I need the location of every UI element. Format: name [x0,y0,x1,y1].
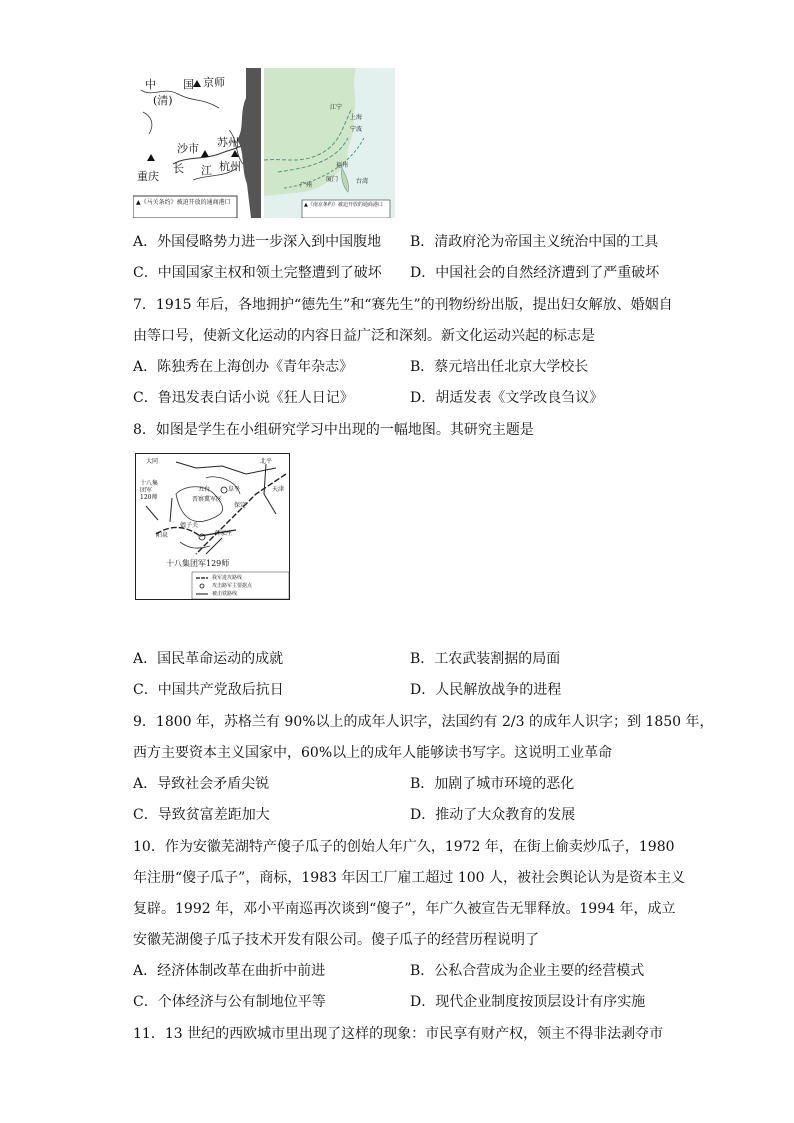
map-right-label: 宁波 [350,126,363,133]
q10-stem-line: 10．作为安徽芜湖特产傻子瓜子的创始人年广久，1972 年，在街上偷卖炒瓜子，1980 [133,839,675,855]
port-marker-icon [147,154,155,161]
q9-option-b[interactable]: B．加剧了城市环境的恶化 [410,776,575,792]
q8-option-d[interactable]: D．人民解放战争的进程 [410,682,562,698]
q8-map-label: 娘子关 [180,522,199,529]
map-left-label: 江 [201,164,212,177]
q8-map-label: 晋察冀军区 [192,496,223,503]
q8-map-label: 北平 [260,458,273,465]
map-right-label: 福州 [336,162,349,169]
q9-option-a[interactable]: A．导致社会矛盾尖锐 [133,776,270,792]
q8-legend-item: 攻击路军主要据点 [212,583,253,589]
map-right-label: 江宁 [330,104,343,111]
q11-stem-line: 11．13 世纪的西欧城市里出现了这样的现象：市民享有财产权，领主不得非法剥夺市 [133,1026,664,1042]
q7-stem-line: 7．1915 年后，各地拥护“德先生”和“赛先生”的刊物纷纷出版，提出妇女解放、婚姻自 [133,297,673,313]
map-left-label: 国 [183,78,194,91]
q8-map-label: 天津 [272,486,285,493]
q6-option-a[interactable]: A．外国侵略势力进一步深入到中国腹地 [133,234,382,250]
map-right-caption: ▲《南京条约》被迫开放的通商港口 [304,202,383,208]
q6-option-d[interactable]: D．中国社会的自然经济遭到了严重破坏 [410,265,660,281]
q10-stem-line: 年注册“傻子瓜子”，商标，1983 年因工厂雇工超过 100 人，被社会舆论认为是资本主义 [133,870,686,886]
map-left-caption: ▲《马关条约》被迫开放的通商港口 [136,199,231,206]
q8-map-label: 十八集团军120师 [140,480,159,501]
port-marker-icon [201,150,209,157]
q10-stem-line: 安徽芜湖傻子瓜子技术开发有限公司。傻子瓜子的经营历程说明了 [133,932,539,948]
q10-option-a[interactable]: A．经济体制改革在曲折中前进 [133,963,326,979]
q10-option-d[interactable]: D．现代企业制度按顶层设计有序实施 [410,994,646,1010]
q10-option-b[interactable]: B．公私合营成为企业主要的经营模式 [410,963,645,979]
map-left-label: 杭州 [219,160,241,173]
port-marker-icon [231,150,239,157]
q8-map-label: 阳泉 [156,532,169,539]
map-left-label: 苏州 [217,136,239,149]
q8-map-label: 大同 [146,458,159,465]
q6-option-b[interactable]: B．清政府沦为帝国主义统治中国的工具 [410,234,659,250]
q8-legend-item: 我军进攻路线 [212,575,243,581]
map-left-label: 长 [173,162,184,175]
map-left-label: 沙市 [177,142,199,155]
q8-stem: 8．如图是学生在小组研究学习中出现的一幅地图。其研究主题是 [133,422,534,438]
map-left-label: (清) [153,94,173,107]
q9-option-d[interactable]: D．推动了大众教育的发展 [410,807,576,823]
q7-stem-line: 由等口号，使新文化运动的内容日益广泛和深刻。新文化运动兴起的标志是 [133,328,595,344]
q10-option-c[interactable]: C．个体经济与公有制地位平等 [133,994,326,1010]
map-right-label: 台湾 [356,178,369,185]
q8-option-c[interactable]: C．中国共产党敌后抗日 [133,682,284,698]
q8-option-a[interactable]: A．国民革命运动的成就 [133,651,284,667]
port-marker-icon [193,80,201,87]
treaty-ports-map-left [133,68,261,218]
q8-map-label: 阜平 [228,486,241,493]
q6-option-c[interactable]: C．中国国家主权和领土完整遭到了破坏 [133,265,382,281]
q7-option-c[interactable]: C．鲁迅发表白话小说《狂人日记》 [133,390,354,406]
map-right-label: 上海 [350,114,363,121]
q7-option-b[interactable]: B．蔡元培出任北京大学校长 [410,359,589,375]
q7-option-a[interactable]: A．陈独秀在上海创办《青年杂志》 [133,359,354,375]
q8-option-b[interactable]: B．工农武装割据的局面 [410,651,561,667]
q8-map-label: 五台 [198,486,211,493]
q7-option-d[interactable]: D．胡适发表《文学改良刍议》 [410,390,604,406]
map-right-lines [264,68,395,218]
q9-option-c[interactable]: C．导致贫富差距加大 [133,807,270,823]
q8-map-label: 石家庄 [214,530,233,537]
map-right-label: 广州 [300,182,313,189]
q8-battle-map [135,453,290,600]
q8-map-label: 十八集团军129师 [166,559,230,568]
q9-stem-line: 西方主要资本主义国家中，60%以上的成年人能够读书写字。这说明工业革命 [133,745,613,761]
map-right-label: 厦门 [326,176,339,183]
q8-legend-item: 被击铁路线 [212,591,238,597]
map-left-label: 中 [145,78,156,91]
q8-map-label: 保定 [234,502,247,509]
q10-stem-line: 复辟。1992 年，邓小平南巡再次谈到“傻子”，年广久被宣告无罪释放。1994 年，成立 [133,901,676,917]
treaty-ports-map-right [264,68,395,218]
map-left-label: 京师 [203,76,225,89]
map-left-label: 重庆 [137,170,159,183]
q9-stem-line: 9．1800 年，苏格兰有 90%以上的成年人识字，法国约有 2/3 的成年人识字；到 1850 年， [133,714,714,730]
